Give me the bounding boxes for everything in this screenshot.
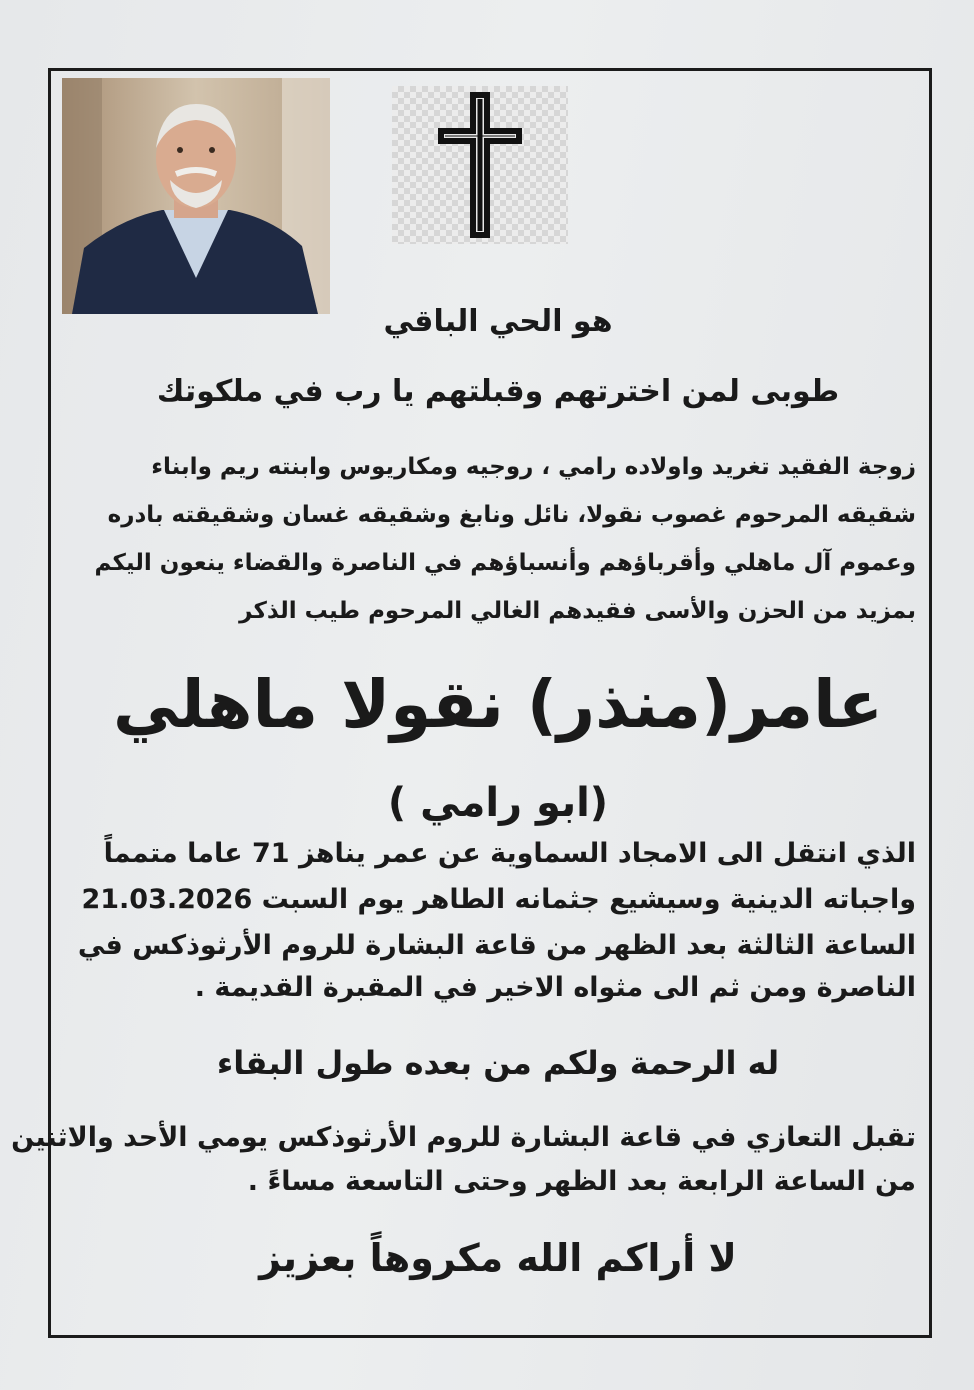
cross-icon (392, 86, 568, 244)
family-line-1: زوجة الفقيد تغريد واولاده رامي ، روجيه ومكاريوس وابنته ريم وابناء (151, 454, 916, 480)
portrait-photo (62, 78, 330, 314)
family-line-2: شقيقه المرحوم غصوب نقولا، نائل ونابغ وشقيقه غسان وشقيقته بادره (107, 502, 916, 528)
funeral-line-4: الناصرة ومن ثم الى مثواه الاخير في المقبرة القديمة . (194, 972, 916, 1003)
funeral-line-2: واجباته الدينية وسيشيع جثمانه الطاهر يوم السبت 21.03.2026 (81, 884, 916, 915)
family-line-4: بمزيد من الحزن والأسى فقيدهم الغالي المرحوم طيب الذكر (239, 598, 916, 624)
header-line-2: طوبى لمن اخترتهم وقبلتهم يا رب في ملكوتك (156, 374, 840, 409)
deceased-kunya: (ابو رامي ) (387, 780, 609, 826)
condolences-line-2: من الساعة الرابعة بعد الظهر وحتى التاسعة مساءً . (247, 1166, 916, 1197)
funeral-line-1: الذي انتقل الى الامجاد السماوية عن عمر يناهز 71 عاما متمماً (103, 838, 916, 869)
closing-line: لا أراكم الله مكروهاً بعزيز (259, 1236, 737, 1280)
header-line-1: هو الحي الباقي (383, 304, 613, 339)
funeral-line-3: الساعة الثالثة بعد الظهر من قاعة البشارة للروم الأرثوذكس في (77, 930, 916, 961)
condolences-line-1: تقبل التعازي في قاعة البشارة للروم الأرثوذكس يومي الأحد والاثنين (11, 1122, 916, 1153)
family-line-3: وعموم آل ماهلي وأقرباؤهم وأنسباؤهم في الناصرة والقضاء ينعون اليكم (94, 550, 916, 576)
condolence-wish: له الرحمة ولكم من بعده طول البقاء (216, 1044, 780, 1082)
deceased-name: عامر(منذر) نقولا ماهلي (113, 666, 883, 743)
